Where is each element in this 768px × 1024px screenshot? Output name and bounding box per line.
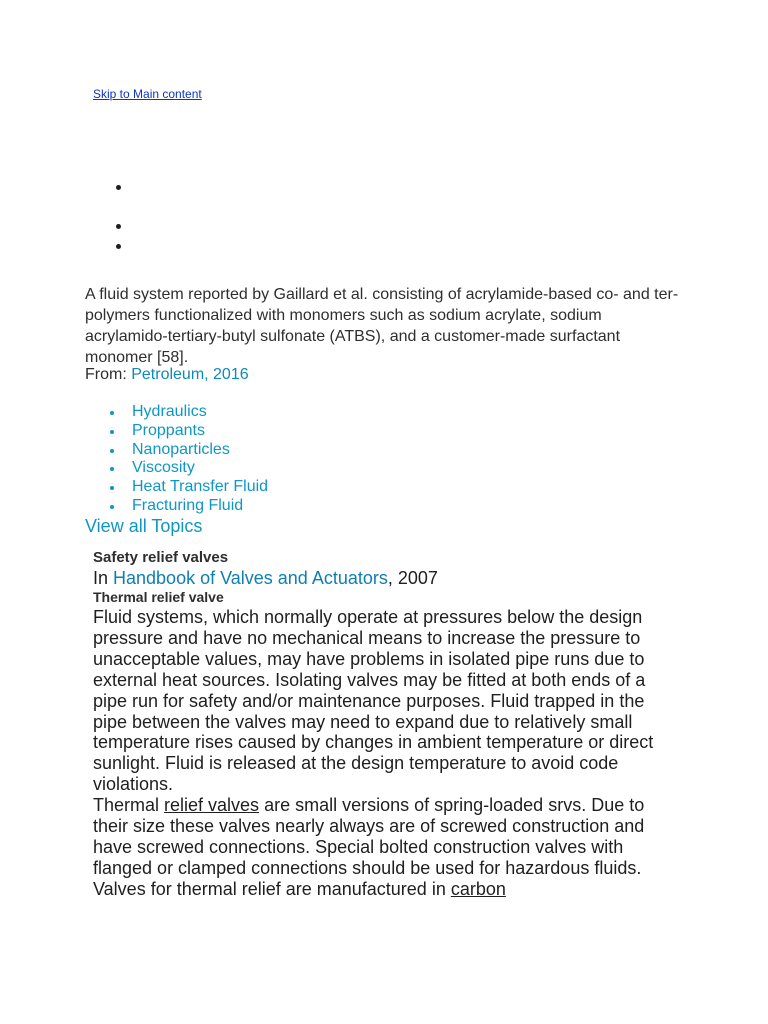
source-link[interactable]: Petroleum, 2016 (131, 366, 249, 383)
view-all-topics-link[interactable]: View all Topics (85, 516, 203, 536)
empty-nav-item (116, 185, 121, 190)
from-label: From: (85, 366, 132, 383)
in-label: In (93, 568, 114, 588)
paragraph-2: Thermal relief valves are small versions of spring-loaded srvs. Due to their size these valves nearly always are of screwed construction and have screwed connections. Special bolted construction valves with flanged or clamped connections should be used for hazardous fluids. Valves for thermal relief are manufactured in carbon (93, 795, 645, 899)
bullet-icon (110, 486, 114, 490)
source-reference (85, 364, 249, 385)
section-title: Safety relief valves (93, 549, 229, 566)
subsection-title: Thermal relief valve (93, 589, 224, 605)
topic-item[interactable]: Hydraulics (110, 403, 268, 422)
bullet-icon (110, 467, 114, 471)
paragraph-1: Fluid systems, which normally operate at pressures below the design pressure and have no mechanical means to increase the pressure to unacceptable values, may have problems in isolated pipe runs due to external heat sources. Isolating valves may be fitted at both ends of a pipe run for safety and/or maintenance purposes. Fluid trapped in the pipe between the valves may need to expand due to relatively small temperature rises caused by changes in ambient temperature or direct sunlight. Fluid is released at the design temperature to avoid code violations. (93, 607, 654, 795)
book-year: , 2007 (387, 568, 438, 588)
bullet-icon (110, 449, 114, 453)
abstract-text: A fluid system reported by Gaillard et al. consisting of acrylamide-based co- and ter-polymers functionalized with monomers such as sodium acrylate, sodium acrylamido-tertiary-butyl sulfonate (ATBS), and a customer-made surfactant monomer [58]. (85, 286, 679, 366)
topic-item[interactable]: Heat Transfer Fluid (110, 478, 268, 497)
topics-list (110, 403, 268, 516)
empty-nav-item (116, 244, 121, 249)
topic-item[interactable]: Viscosity (110, 459, 268, 478)
bullet-icon (110, 505, 114, 509)
empty-nav-item (116, 224, 121, 229)
body-text (93, 607, 683, 900)
bullet-icon (110, 411, 114, 415)
carbon-link[interactable]: carbon (450, 878, 506, 899)
book-reference (93, 568, 438, 589)
topic-item[interactable]: Nanoparticles (110, 441, 268, 460)
relief-valves-link[interactable]: relief valves (164, 795, 260, 816)
bullet-icon (110, 430, 114, 434)
book-link[interactable]: Handbook of Valves and Actuators (113, 568, 388, 588)
topic-item[interactable]: Proppants (110, 422, 268, 441)
skip-to-main-link[interactable]: Skip to Main content (93, 87, 202, 101)
topic-item[interactable]: Fracturing Fluid (110, 497, 268, 516)
